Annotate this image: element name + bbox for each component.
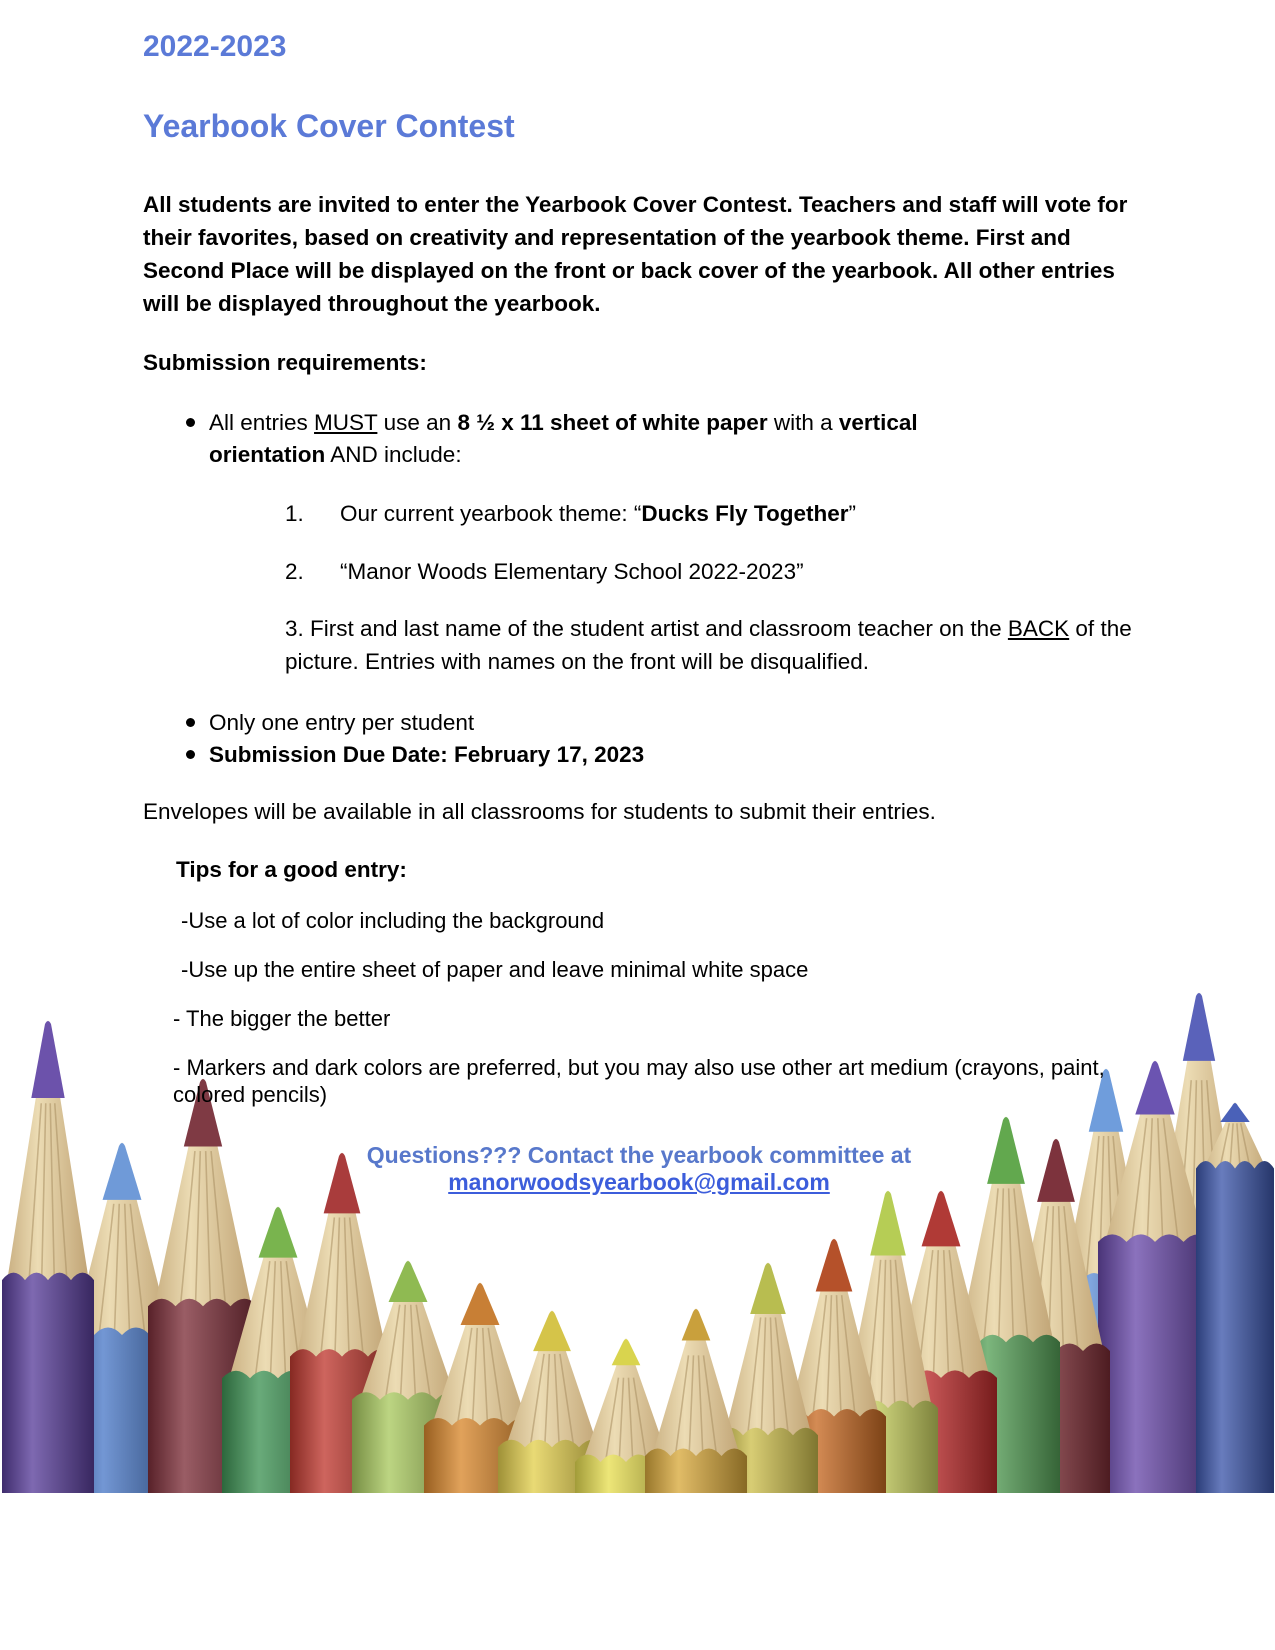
text-segment: with a [767, 410, 839, 435]
list-number: 2. [285, 559, 304, 584]
tips-heading: Tips for a good entry: [176, 857, 407, 882]
contact-question: Questions??? Contact the yearbook committee at [366, 1142, 912, 1168]
entry-rules-list [143, 707, 1135, 771]
text-segment: 3. First and last name of the student artist and classroom teacher on the [285, 616, 1008, 641]
text-segment: orientation [209, 442, 326, 467]
text-segment: ” [848, 501, 857, 526]
list-item-text: Submission Due Date: February 17, 2023 [209, 742, 645, 767]
list-number: 1. [285, 501, 304, 526]
list-item-text: “Manor Woods Elementary School 2022-2023” [340, 559, 804, 584]
list-item [143, 739, 1135, 771]
bullet-icon [186, 418, 195, 427]
requirements-heading: Submission requirements: [143, 350, 427, 375]
list-item-text: Only one entry per student [209, 710, 475, 735]
text-segment: vertical [838, 410, 918, 435]
list-item [143, 407, 1135, 471]
text-segment: MUST [314, 410, 378, 435]
list-item-text [209, 407, 918, 471]
envelopes-note: Envelopes will be available in all classrooms for students to submit their entries. [143, 799, 936, 824]
intro-paragraph: All students are invited to enter the Yearbook Cover Contest. Teachers and staff will vote for their favorites, based on creativity and representation of the yearbook theme. First and Second Place will be displayed on the front or back cover of the yearbook. All other entries will be displayed throughout the yearbook. [143, 192, 1128, 316]
text-segment: All entries [209, 410, 315, 435]
list-item [143, 612, 1135, 678]
tip-item: -Use up the entire sheet of paper and leave minimal white space [181, 957, 809, 982]
text-segment: AND include: [325, 442, 462, 467]
tip-item: - The bigger the better [173, 1006, 391, 1031]
page-title: Yearbook Cover Contest [143, 108, 515, 144]
list-item-text [340, 499, 856, 529]
list-item [143, 499, 1135, 529]
list-item [143, 707, 1135, 739]
text-segment: of the picture. Entries with names on the front will be disqualified. [285, 616, 1132, 674]
text-segment: 8 ½ x 11 sheet of white paper [457, 410, 768, 435]
contact-block [143, 1142, 1135, 1196]
tip-item: - Markers and dark colors are preferred, but you may also use other art medium (crayons, paint, colored pencils) [173, 1055, 1105, 1107]
contact-email-link[interactable]: manorwoodsyearbook@gmail.com [448, 1169, 830, 1195]
requirements-list [143, 407, 1135, 471]
list-item [143, 557, 1135, 587]
text-segment: Ducks Fly Together [641, 501, 849, 526]
text-segment: BACK [1007, 616, 1070, 641]
text-segment: use an [377, 410, 458, 435]
school-year-heading: 2022-2023 [143, 30, 287, 63]
text-segment: Our current yearbook theme: “ [340, 501, 642, 526]
bullet-icon [186, 718, 195, 727]
tip-item: -Use a lot of color including the background [181, 908, 605, 933]
bullet-icon [186, 750, 195, 759]
